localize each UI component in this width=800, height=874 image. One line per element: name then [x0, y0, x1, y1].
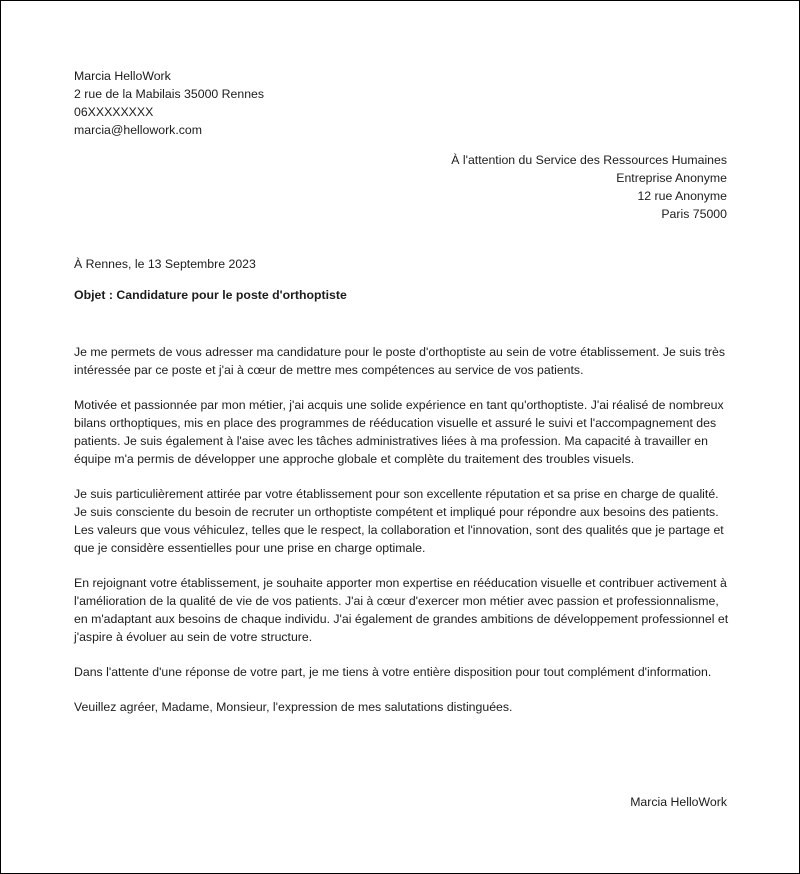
- sender-block: [74, 67, 264, 139]
- body-paragraph: Je suis particulièrement attirée par votre établissement pour son excellente réputation et sa prise en charge de qualité. Je suis consciente du besoin de recruter un orthoptiste compétent et impliqué pour répondre aux besoins des patients. Les valeurs que vous véhiculez, telles que le respect, la collaboration et l'innovation, sont des qualités que je partage et que je considère essentielles pour une prise en charge optimale.: [74, 487, 724, 555]
- sender-address: 2 rue de la Mabilais 35000 Rennes: [74, 87, 265, 101]
- date-line: À Rennes, le 13 Septembre 2023: [74, 257, 256, 271]
- body-paragraph: Je me permets de vous adresser ma candidature pour le poste d'orthoptiste au sein de votre établissement. Je suis très intéressée par ce poste et j'ai à cœur de mettre mes compétences au service de vos patients.: [74, 345, 726, 377]
- recipient-attention: À l'attention du Service des Ressources Humaines: [451, 153, 727, 167]
- body-paragraph: Dans l'attente d'une réponse de votre part, je me tiens à votre entière disposition pour tout complément d'information.: [74, 665, 712, 679]
- subject-line: Objet : Candidature pour le poste d'orthoptiste: [74, 288, 347, 302]
- recipient-street: 12 rue Anonyme: [637, 189, 727, 203]
- sender-email: marcia@hellowork.com: [74, 123, 202, 137]
- sender-name: Marcia HelloWork: [74, 69, 171, 83]
- body-paragraph: En rejoignant votre établissement, je souhaite apporter mon expertise en rééducation visuelle et contribuer activement à l'amélioration de la qualité de vie de vos patients. J'ai à cœur d'exercer mon métier avec passion et professionnalisme, en m'adaptant aux besoins de chaque individu. J'ai également de grandes ambitions de développement professionnel et j'aspire à évoluer au sein de votre structure.: [74, 576, 729, 644]
- body-paragraph: Motivée et passionnée par mon métier, j'ai acquis une solide expérience en tant qu'orthoptiste. J'ai réalisé de nombreux bilans orthoptiques, mis en place des programmes de rééducation visuelle et assuré le suivi et l'accompagnement des patients. Je suis également à l'aise avec les tâches administratives liées à ma profession. Ma capacité à travailler en équipe m'a permis de développer une approche globale et complète du traitement des troubles visuels.: [74, 398, 724, 466]
- sender-phone: 06XXXXXXXX: [74, 105, 154, 119]
- recipient-city: Paris 75000: [661, 207, 727, 221]
- recipient-company: Entreprise Anonyme: [616, 171, 727, 185]
- recipient-block: [451, 151, 727, 223]
- closing-paragraph: Veuillez agréer, Madame, Monsieur, l'expression de mes salutations distinguées.: [74, 700, 513, 714]
- signature: Marcia HelloWork: [630, 795, 727, 809]
- letter-body: [74, 343, 734, 733]
